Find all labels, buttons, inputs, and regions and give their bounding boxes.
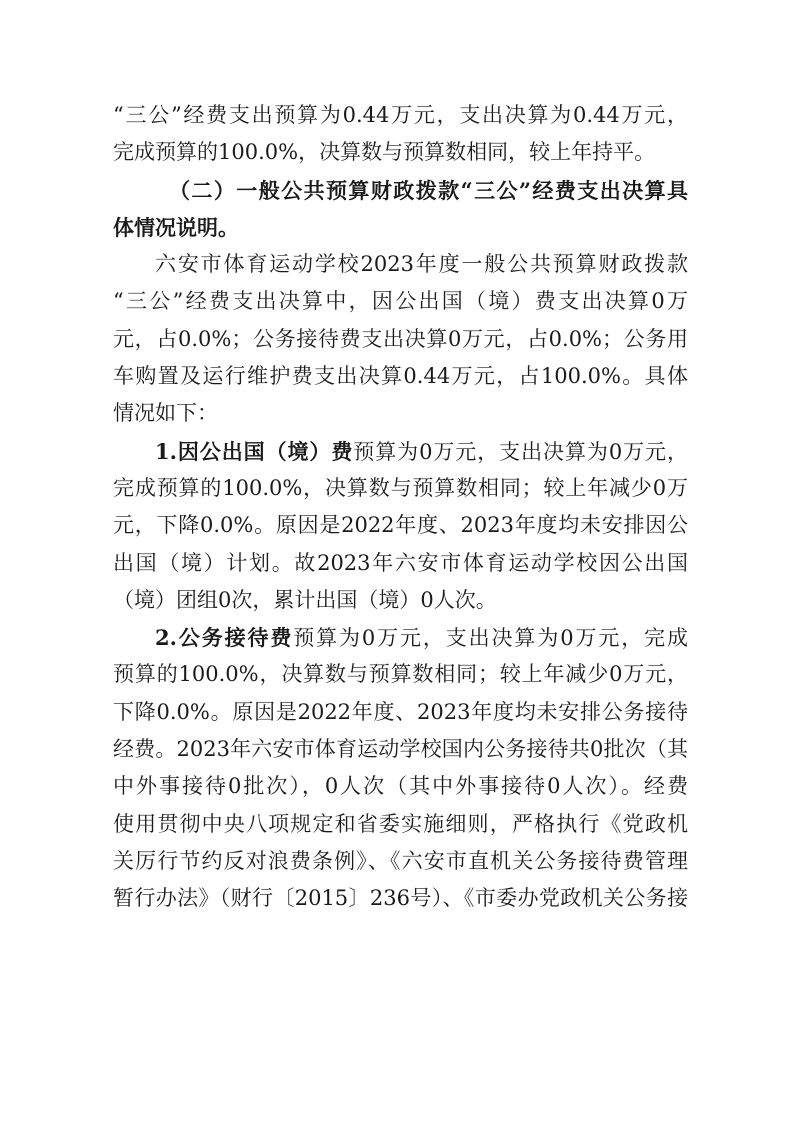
text-line: 中外事接待0批次），0人次（其中外事接待0人次）。经费: [113, 774, 688, 799]
subsection-label: 1.因公出国（境）费: [155, 438, 354, 464]
subsection-line: [113, 619, 688, 656]
text-line: 车购置及运行维护费支出决算0.44万元，占100.0%。具体: [113, 364, 688, 389]
subsection-text: 预算为0万元，支出决算为0万元，完成: [293, 626, 688, 651]
subsection-label: 2.公务接待费: [155, 625, 294, 651]
text-line: 完成预算的100.0%，决算数与预算数相同；较上年减少0万: [113, 475, 688, 500]
text-line: 暂行办法》（财行〔2015〕236号）、《市委办党政机关公务接: [113, 886, 688, 911]
text-line: 元，下降0.0%。原因是2022年度、2023年度均未安排因公: [113, 513, 688, 538]
text-line: 出国（境）计划。故2023年六安市体育运动学校因公出国: [113, 550, 688, 575]
text-line: “三公”经费支出预算为0.44万元，支出决算为0.44万元，: [113, 103, 688, 127]
text-line: 完成预算的100.0%，决算数与预算数相同，较上年持平。: [113, 140, 656, 165]
text-line: 关厉行节约反对浪费条例》、《六安市直机关公务接待费管理: [113, 848, 688, 873]
text-line: 六安市体育运动学校2023年度一般公共预算财政拨款: [155, 252, 688, 277]
subsection-text: 预算为0万元，支出决算为0万元，: [353, 439, 688, 464]
document-page: [113, 97, 688, 918]
text-line: 下降0.0%。原因是2022年度、2023年度均未安排公务接待: [113, 699, 688, 724]
section-heading-cont: 体情况说明。: [113, 214, 239, 240]
text-line: 经费。2023年六安市体育运动学校国内公务接待共0批次（其: [113, 737, 688, 762]
subsection-line: [113, 433, 688, 470]
text-line: “三公”经费支出决算中，因公出国（境）费支出决算0万: [113, 289, 688, 314]
text-line: 元，占0.0%；公务接待费支出决算0万元，占0.0%；公务用: [113, 326, 688, 351]
text-line: 使用贯彻中央八项规定和省委实施细则，严格执行《党政机: [113, 811, 688, 836]
section-heading: （二）一般公共预算财政拨款“三公”经费支出决算具: [169, 177, 688, 203]
text-line: 情况如下：: [113, 401, 218, 426]
text-line: 预算的100.0%，决算数与预算数相同；较上年减少0万元，: [113, 662, 688, 687]
text-line: （境）团组0次，累计出国（境）0人次。: [113, 587, 497, 612]
